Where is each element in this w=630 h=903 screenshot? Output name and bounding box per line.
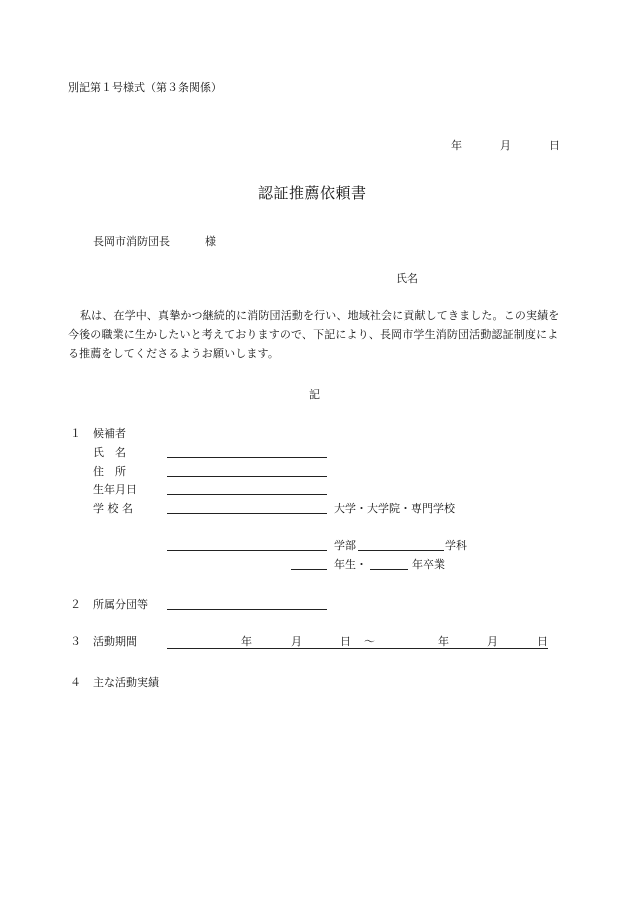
grade-line[interactable] bbox=[291, 569, 327, 570]
birthdate-line[interactable] bbox=[167, 494, 327, 495]
section4-number: ４ bbox=[70, 676, 81, 689]
start-year-label: 年 bbox=[241, 635, 252, 648]
school-type-label: 大学・大学院・専門学校 bbox=[334, 502, 455, 515]
section3-heading: 活動期間 bbox=[93, 635, 137, 648]
faculty-line[interactable] bbox=[358, 550, 444, 551]
date-year-label: 年 bbox=[451, 139, 462, 152]
section4-heading: 主な活動実績 bbox=[93, 676, 159, 689]
graduation-label: 年卒業 bbox=[412, 558, 445, 571]
name-line[interactable] bbox=[167, 457, 327, 458]
date-month-label: 月 bbox=[500, 139, 511, 152]
section2-number: ２ bbox=[70, 598, 81, 611]
section3-number: ３ bbox=[70, 635, 81, 648]
body-paragraph: 私は、在学中、真摯かつ継続的に消防団活動を行い、地域社会に貢献してきました。この実績を今後の職業に生かしたいと考えておりますので、下記により、長岡市学生消防団活動認証制度による推薦をしてくださるようお願いします。 bbox=[68, 309, 560, 360]
end-year-label: 年 bbox=[438, 635, 449, 648]
department-label: 学科 bbox=[445, 539, 467, 552]
end-month-label: 月 bbox=[487, 635, 498, 648]
addressee-honorific: 様 bbox=[205, 235, 216, 248]
section1-number: １ bbox=[70, 427, 81, 440]
field-label-birthdate: 生年月日 bbox=[93, 483, 137, 496]
form-label: 別記第１号様式（第３条関係） bbox=[68, 81, 222, 94]
section2-heading: 所属分団等 bbox=[93, 598, 148, 611]
section1-heading: 候補者 bbox=[93, 427, 126, 440]
school-name-line-2[interactable] bbox=[167, 550, 327, 551]
start-month-label: 月 bbox=[291, 635, 302, 648]
applicant-name-label: 氏名 bbox=[396, 272, 418, 285]
ki-label: 記 bbox=[309, 388, 320, 401]
start-day-label: 日 bbox=[340, 635, 351, 648]
school-line[interactable] bbox=[167, 513, 327, 514]
address-line[interactable] bbox=[167, 476, 327, 477]
field-label-name: 氏 名 bbox=[93, 446, 126, 459]
field-label-address: 住 所 bbox=[93, 465, 126, 478]
field-label-school: 学 校 名 bbox=[93, 502, 133, 515]
activity-period-line[interactable] bbox=[167, 648, 548, 649]
document-title: 認証推薦依頼書 bbox=[258, 184, 367, 202]
faculty-label: 学部 bbox=[334, 539, 356, 552]
end-day-label: 日 bbox=[537, 635, 548, 648]
addressee-name: 長岡市消防団長 bbox=[93, 235, 170, 248]
grade-label: 年生・ bbox=[334, 558, 367, 571]
tilde-label: ～ bbox=[364, 635, 375, 648]
graduation-year-line[interactable] bbox=[370, 569, 408, 570]
date-day-label: 日 bbox=[549, 139, 560, 152]
branch-line[interactable] bbox=[167, 609, 327, 610]
